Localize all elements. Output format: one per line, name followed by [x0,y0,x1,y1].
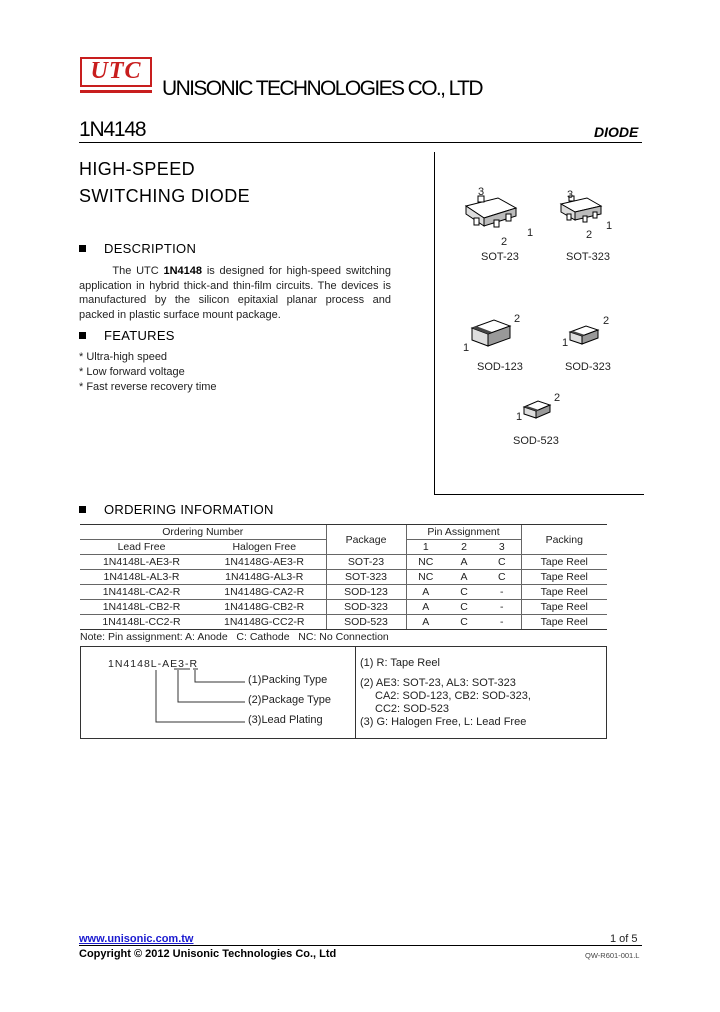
header-lead-free: Lead Free [80,540,203,555]
part-number: 1N4148 [79,118,146,141]
sot23-pin2: 2 [501,236,508,248]
cell-halogen-free: 1N4148G-AE3-R [203,555,326,570]
description-part-bold: 1N4148 [163,265,203,277]
cell-pin-2: C [445,615,483,630]
feature-item: * Low forward voltage [79,366,185,378]
cell-pin-2: A [445,555,483,570]
description-paragraph [79,264,391,323]
code-callout-lines [150,668,250,728]
utc-logo: UTC [80,57,152,87]
cell-lead-free: 1N4148L-CB2-R [80,600,203,615]
document-number: QW-R601-001.L [585,951,640,960]
sod323-package-icon [566,320,606,350]
square-bullet-icon [79,506,86,513]
sod123-pin2: 2 [514,313,521,325]
cell-halogen-free: 1N4148G-CC2-R [203,615,326,630]
sod523-pin2: 2 [554,392,561,404]
sod123-package-icon [468,313,521,354]
sot23-pin1: 1 [527,227,534,239]
sod523-pin1: 1 [516,411,523,423]
cell-package: SOD-123 [326,585,406,600]
sot323-label: SOT-323 [566,251,611,263]
sod323-label: SOD-323 [565,361,611,373]
cell-lead-free: 1N4148L-AL3-R [80,570,203,585]
header-pin-2: 2 [445,540,483,555]
cell-pin-2: C [445,585,483,600]
cell-pin-3: - [483,585,521,600]
page-title [79,156,250,210]
header-pin-assignment: Pin Assignment [406,525,521,540]
sod123-pin1: 1 [463,342,470,354]
cell-halogen-free: 1N4148G-CA2-R [203,585,326,600]
header-rule [79,142,642,143]
cell-pin-1: A [406,585,445,600]
cell-pin-2: A [445,570,483,585]
cell-pin-1: A [406,615,445,630]
header-packing: Packing [521,525,607,555]
sot23-label: SOT-23 [481,251,519,263]
features-heading-text: FEATURES [104,328,175,343]
cell-package: SOD-523 [326,615,406,630]
header-ordering-number: Ordering Number [80,525,326,540]
package-type-note-3: CC2: SOD-523 [375,703,449,715]
sod523-label: SOD-523 [513,435,559,447]
cell-package: SOT-323 [326,570,406,585]
sot323-pin3: 3 [567,189,574,201]
cell-halogen-free: 1N4148G-CB2-R [203,600,326,615]
sot23-pin3: 3 [478,186,485,198]
cell-package: SOD-323 [326,600,406,615]
cell-packing: Tape Reel [521,600,607,615]
cell-packing: Tape Reel [521,555,607,570]
explanation-divider [355,647,356,738]
table-row [80,585,607,600]
square-bullet-icon [79,245,86,252]
packing-type-label: (1)Packing Type [248,674,328,686]
header-pin-3: 3 [483,540,521,555]
cell-pin-3: - [483,615,521,630]
company-name: UNISONIC TECHNOLOGIES CO., LTD [162,77,482,100]
ordering-code-example: 1N4148L-AE3-R [108,658,199,670]
table-row [80,570,607,585]
table-row [80,615,607,630]
package-type-note-2: CA2: SOD-123, CB2: SOD-323, [375,690,531,702]
table-row [80,600,607,615]
ordering-heading [79,502,274,517]
header-package: Package [326,525,406,555]
table-header-row [80,525,607,540]
cell-packing: Tape Reel [521,570,607,585]
copyright: Copyright © 2012 Unisonic Technologies Co., Ltd [79,948,337,960]
description-text-2: is designed for high-speed switching application in hybrid thick-and thin-film circuits. The devices is manufactured by the silicon epitaxial planar process and packed in plastic surface mount package. [79,265,391,322]
page-number: 1 of 5 [610,933,638,945]
cell-halogen-free: 1N4148G-AL3-R [203,570,326,585]
sod323-pin1: 1 [562,337,569,349]
sod123-label: SOD-123 [477,361,523,373]
doc-type: DIODE [594,124,639,140]
description-text-1: The UTC [112,265,164,277]
website-link[interactable]: www.unisonic.com.tw [79,933,194,945]
ordering-table [80,524,607,630]
feature-item: * Fast reverse recovery time [79,381,217,393]
lead-plating-note: (3) G: Halogen Free, L: Lead Free [360,716,527,728]
cell-package: SOT-23 [326,555,406,570]
cell-pin-1: NC [406,570,445,585]
sot323-package-icon [555,190,613,238]
footer-rule [79,945,642,946]
sot23-package-icon [458,188,528,248]
description-heading [79,241,196,256]
sot323-pin2: 2 [586,229,593,241]
title-line-2: SWITCHING DIODE [79,186,250,206]
cell-lead-free: 1N4148L-AE3-R [80,555,203,570]
package-type-note-1: (2) AE3: SOT-23, AL3: SOT-323 [360,677,516,689]
lead-plating-label: (3)Lead Plating [248,714,323,726]
description-heading-text: DESCRIPTION [104,241,197,256]
cell-pin-3: C [483,555,521,570]
title-line-1: HIGH-SPEED [79,159,196,179]
features-heading [79,328,175,343]
logo-underline [80,90,152,93]
cell-pin-2: C [445,600,483,615]
cell-pin-1: NC [406,555,445,570]
ordering-heading-text: ORDERING INFORMATION [104,502,274,517]
cell-pin-3: C [483,570,521,585]
square-bullet-icon [79,332,86,339]
cell-pin-1: A [406,600,445,615]
cell-pin-3: - [483,600,521,615]
cell-packing: Tape Reel [521,615,607,630]
pin-assignment-note: Note: Pin assignment: A: Anode C: Cathode NC: No Connection [80,631,389,643]
sod323-pin2: 2 [603,315,610,327]
header-pin-1: 1 [406,540,445,555]
cell-packing: Tape Reel [521,585,607,600]
packing-type-note: (1) R: Tape Reel [360,657,440,669]
cell-lead-free: 1N4148L-CC2-R [80,615,203,630]
feature-item: * Ultra-high speed [79,351,168,363]
header-halogen-free: Halogen Free [203,540,326,555]
sot323-pin1: 1 [606,220,613,232]
cell-lead-free: 1N4148L-CA2-R [80,585,203,600]
table-row [80,555,607,570]
package-type-label: (2)Package Type [248,694,331,706]
